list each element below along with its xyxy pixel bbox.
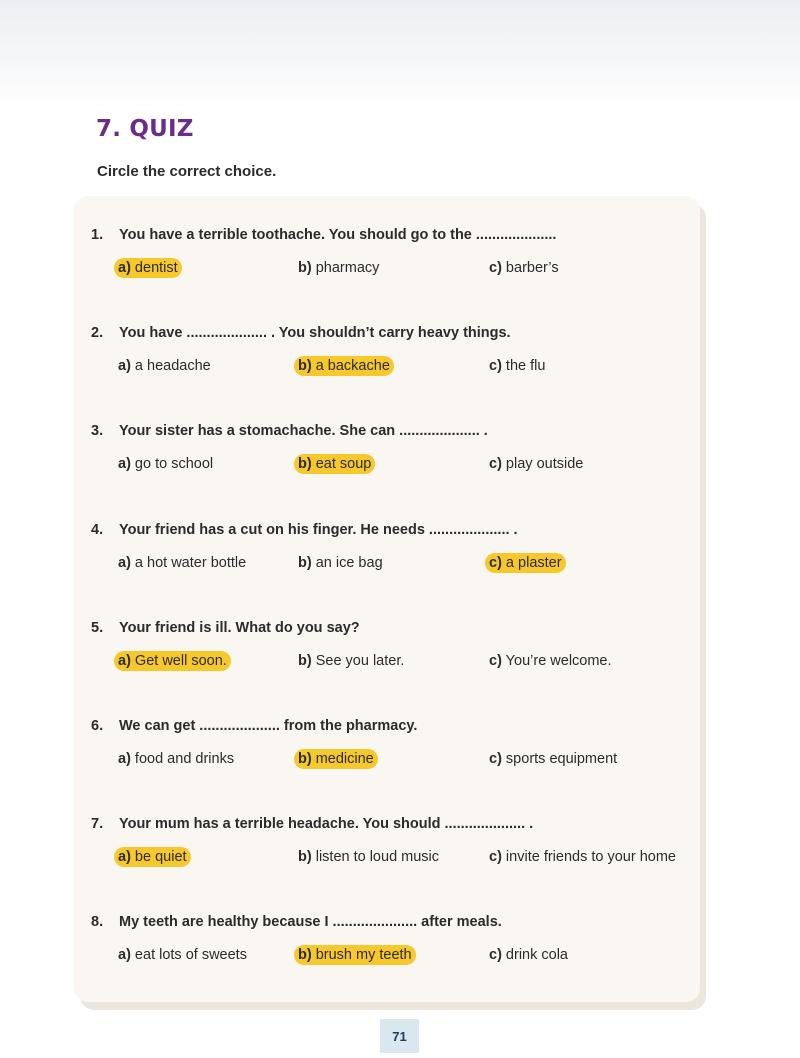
option-letter: c) <box>489 652 502 669</box>
option-letter: c) <box>489 554 502 571</box>
question-1-option-b[interactable] <box>294 258 383 278</box>
option-text: a hot water bottle <box>130 554 247 571</box>
question-text: You have .................... . You shouldn’t carry heavy things. <box>119 325 511 342</box>
option-text: drink cola <box>501 947 568 964</box>
question-number: 6. <box>91 718 104 734</box>
question-number: 8. <box>91 914 104 931</box>
option-letter: c) <box>489 849 502 866</box>
option-text: a backache <box>311 358 390 375</box>
question-6-option-a[interactable] <box>114 749 238 769</box>
question-3-option-a[interactable] <box>114 454 217 474</box>
question-number: 4. <box>91 521 104 538</box>
question-5-option-b[interactable] <box>294 651 408 671</box>
option-letter: a) <box>118 947 131 964</box>
question-text: Your friend has a cut on his finger. He needs .................... . <box>119 521 518 538</box>
question-4-option-a[interactable] <box>114 553 250 573</box>
question-6 <box>91 718 417 734</box>
question-text: We can get .................... from the pharmacy. <box>119 718 418 734</box>
question-2-option-a[interactable] <box>114 356 215 376</box>
question-4-option-b[interactable] <box>294 553 387 573</box>
question-2-option-b[interactable] <box>294 356 394 376</box>
question-3-option-c[interactable] <box>485 454 587 474</box>
question-8-option-a[interactable] <box>114 945 251 965</box>
option-text: a headache <box>130 358 211 375</box>
question-5-option-c[interactable] <box>485 651 616 671</box>
option-letter: a) <box>118 652 131 669</box>
question-8 <box>91 914 502 930</box>
question-7-option-b[interactable] <box>294 847 443 867</box>
option-letter: a) <box>118 849 131 866</box>
question-5 <box>91 620 360 636</box>
option-letter: b) <box>298 260 312 276</box>
option-text: the flu <box>501 358 546 375</box>
option-letter: c) <box>489 751 502 767</box>
option-letter: b) <box>298 456 312 473</box>
question-8-option-c[interactable] <box>485 945 572 965</box>
question-text: Your friend is ill. What do you say? <box>119 619 360 636</box>
question-text: Your mum has a terrible headache. You should .................... . <box>119 816 534 833</box>
question-number: 7. <box>91 816 104 833</box>
option-letter: a) <box>118 751 131 767</box>
page-number: 71 <box>380 1019 419 1053</box>
quiz-card <box>74 196 700 1002</box>
option-letter: c) <box>489 260 502 276</box>
question-4-option-c[interactable] <box>485 553 566 573</box>
question-number: 5. <box>91 619 104 636</box>
option-text: medicine <box>311 751 374 767</box>
option-text: eat soup <box>311 456 372 473</box>
option-letter: b) <box>298 554 312 571</box>
option-text: be quiet <box>130 849 187 866</box>
option-text: See you later. <box>311 652 405 669</box>
question-text: Your sister has a stomachache. She can .................... . <box>119 423 488 440</box>
option-letter: a) <box>118 456 131 473</box>
question-2 <box>91 325 511 341</box>
option-text: go to school <box>130 456 214 473</box>
option-text: You’re welcome. <box>501 652 612 669</box>
option-text: sports equipment <box>501 751 618 767</box>
option-letter: c) <box>489 947 502 964</box>
question-7-option-c[interactable] <box>485 847 680 867</box>
question-7-option-a[interactable] <box>114 847 191 867</box>
option-text: eat lots of sweets <box>130 947 247 964</box>
question-text: You have a terrible toothache. You should go to the .................... <box>119 227 557 243</box>
question-5-option-a[interactable] <box>114 651 231 671</box>
option-text: a plaster <box>501 554 562 571</box>
question-6-option-b[interactable] <box>294 749 378 769</box>
option-letter: c) <box>489 456 502 473</box>
option-letter: b) <box>298 652 312 669</box>
question-6-option-c[interactable] <box>485 749 621 769</box>
question-3 <box>91 423 488 439</box>
option-letter: a) <box>118 554 131 571</box>
question-text: My teeth are healthy because I ..................... after meals. <box>119 914 502 931</box>
question-2-option-c[interactable] <box>485 356 549 376</box>
option-letter: a) <box>118 260 131 276</box>
option-text: food and drinks <box>130 751 235 767</box>
instruction-text: Circle the correct choice. <box>97 163 277 180</box>
question-4 <box>91 522 518 538</box>
page-title: 7. QUIZ <box>96 116 194 142</box>
question-number: 1. <box>91 227 104 243</box>
option-letter: a) <box>118 358 131 375</box>
option-text: pharmacy <box>311 260 380 276</box>
question-1-option-c[interactable] <box>485 258 563 278</box>
question-8-option-b[interactable] <box>294 945 416 965</box>
option-text: invite friends to your home <box>501 849 676 866</box>
question-1-option-a[interactable] <box>114 258 182 278</box>
question-number: 3. <box>91 423 104 440</box>
option-letter: b) <box>298 849 312 866</box>
option-letter: b) <box>298 358 312 375</box>
question-7 <box>91 816 533 832</box>
question-number: 2. <box>91 325 104 342</box>
option-text: play outside <box>501 456 584 473</box>
option-text: brush my teeth <box>311 947 412 964</box>
option-text: barber’s <box>501 260 559 276</box>
option-text: listen to loud music <box>311 849 440 866</box>
option-letter: b) <box>298 947 312 964</box>
question-1 <box>91 227 556 243</box>
option-letter: b) <box>298 751 312 767</box>
option-letter: c) <box>489 358 502 375</box>
option-text: dentist <box>130 260 178 276</box>
option-text: Get well soon. <box>130 652 227 669</box>
question-3-option-b[interactable] <box>294 454 375 474</box>
option-text: an ice bag <box>311 554 383 571</box>
